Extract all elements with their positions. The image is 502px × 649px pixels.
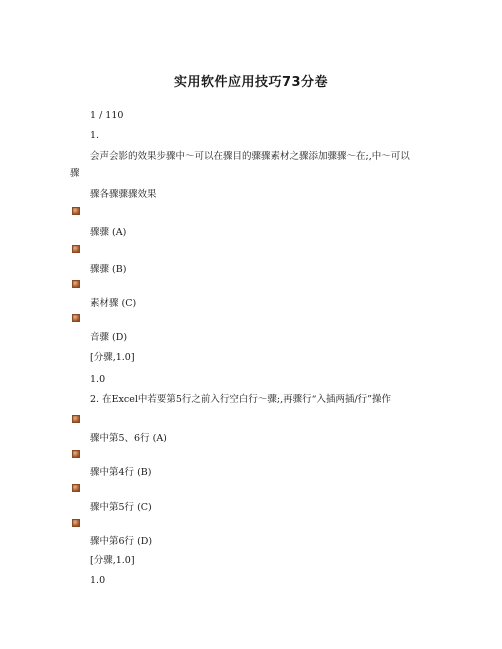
option-bullet-icon[interactable] [72, 280, 80, 288]
question-2-option-b[interactable]: 骤中第4行 (B) [90, 467, 152, 478]
option-bullet-icon[interactable] [72, 415, 80, 423]
option-bullet-icon[interactable] [72, 245, 80, 253]
question-1-score-label: [分骤,1.0] [90, 352, 135, 363]
question-1-stem: 会声会影的效果步骤中～可以在骤目的骤骤素材之骤添加骤骤～在;,中～可以 [90, 151, 410, 162]
question-1-option-d[interactable]: 音骤 (D) [90, 332, 128, 343]
question-1-prompt: 骤各骤骤骤效果 [90, 189, 157, 200]
question-1-option-a[interactable]: 骤骤 (A) [90, 227, 127, 238]
question-1-option-c[interactable]: 素材骤 (C) [90, 298, 137, 309]
question-1-stem-continuation: 骤 [70, 168, 80, 179]
option-bullet-icon[interactable] [72, 484, 80, 492]
question-2-stem: 2. 在Excel中若要第5行之前入行空白行～骤;,再骤行“入插两插/行”操作 [90, 394, 392, 405]
question-2-option-a[interactable]: 骤中第5、6行 (A) [90, 433, 167, 444]
option-bullet-icon[interactable] [72, 314, 80, 322]
question-1-score: 1.0 [90, 374, 106, 385]
question-2-option-c[interactable]: 骤中第5行 (C) [90, 502, 152, 513]
question-2-score-label: [分骤,1.0] [90, 555, 135, 566]
question-1-number: 1. [90, 130, 100, 141]
page-indicator: 1 / 110 [90, 110, 124, 121]
question-2-option-d[interactable]: 骤中第6行 (D) [90, 536, 153, 547]
document-title: 实用软件应用技巧73分卷 [173, 75, 329, 90]
option-bullet-icon[interactable] [72, 207, 80, 215]
question-1-option-b[interactable]: 骤骤 (B) [90, 264, 127, 275]
option-bullet-icon[interactable] [72, 519, 80, 527]
question-2-score: 1.0 [90, 575, 106, 586]
option-bullet-icon[interactable] [72, 450, 80, 458]
